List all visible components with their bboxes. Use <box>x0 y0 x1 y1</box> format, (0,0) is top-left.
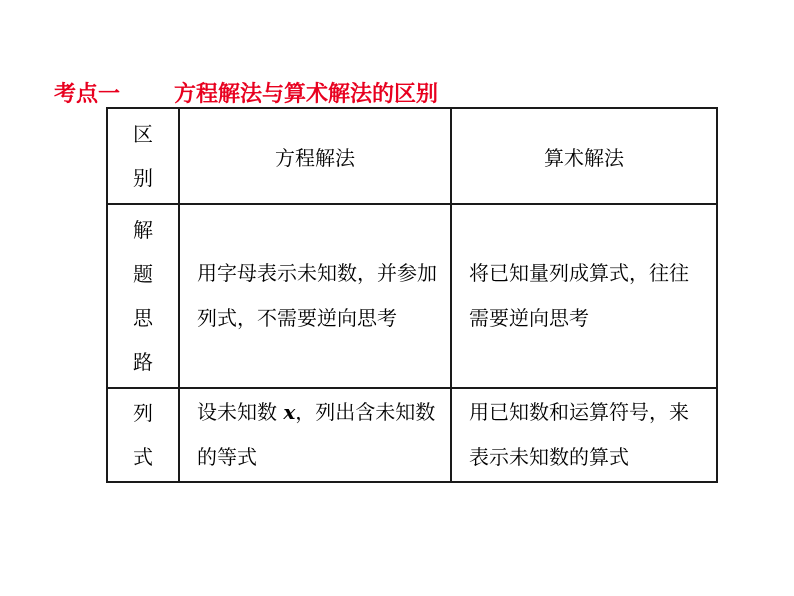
section-title: 方程解法与算术解法的区别 <box>174 81 439 107</box>
section-label: 考点一 <box>54 81 121 107</box>
approach-arithmetic-cell: 将已知量列成算式，往往需要逆向思考 <box>451 204 717 388</box>
formula-equation-cell <box>179 388 451 482</box>
variable-x: x <box>283 400 296 424</box>
row-label-formula: 列式 <box>133 401 153 469</box>
table-row <box>107 204 717 388</box>
formula-equation-text-after: ，列出含未知数的等式 <box>197 400 436 469</box>
header-category-cell <box>107 108 179 204</box>
table-header-row <box>107 108 717 204</box>
row-label-approach: 解题思路 <box>133 218 153 374</box>
table-row <box>107 388 717 482</box>
approach-equation-cell: 用字母表示未知数，并参加列式，不需要逆向思考 <box>179 204 451 388</box>
header-equation: 方程解法 <box>179 108 451 204</box>
formula-equation-text-before: 设未知数 <box>197 400 284 424</box>
row-label-cell <box>107 388 179 482</box>
header-arithmetic: 算术解法 <box>451 108 717 204</box>
row-label-cell <box>107 204 179 388</box>
formula-arithmetic-cell: 用已知数和运算符号，来表示未知数的算式 <box>451 388 717 482</box>
header-category: 区别 <box>133 122 153 190</box>
section-heading <box>54 76 438 108</box>
comparison-table <box>106 107 718 483</box>
